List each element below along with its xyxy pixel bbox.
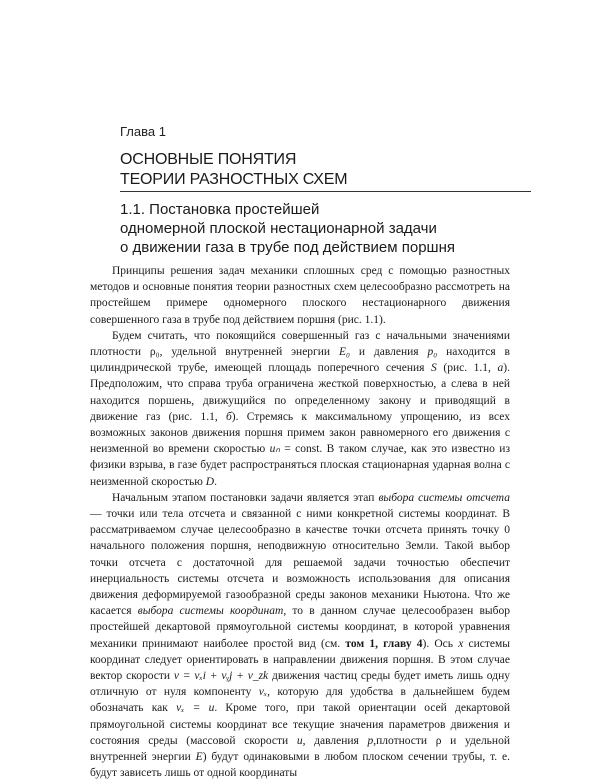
paragraph (90, 490, 510, 782)
text-run: ) будут одинаковыми в любом плоском сечении трубы, т. е. будут зависеть лишь от одной координаты (90, 751, 510, 780)
figure-ref-letter: б (225, 410, 232, 423)
paragraph-text: Принципы решения задач механики сплошных сред с помощью разностных методов и основные понятия теории разностных схем целесообразно рассмотреть на простейшем примере одномерного плоского нестационарного движения совершенного газа в трубе под действием поршня (рис. 1.1). (90, 265, 510, 326)
math-symbol: E₀ (338, 346, 350, 359)
text-run: = const. В таком случае, как это известно из физики взрыва, в газе будет распространяться плоская стационарная ударная волна с неизменной скоростью (90, 443, 510, 488)
text-run: Будем считать, что покоящийся совершенный газ с начальными значениями плотности (90, 329, 510, 359)
chapter-title-line: ОСНОВНЫЕ ПОНЯТИЯ (120, 151, 297, 168)
text-run: системы координат следует ориентировать в направлении движения поршня. В этом случае вектор скорости (90, 637, 510, 683)
text-run: , которую для удобства в дальнейшем будем обозначать как (90, 686, 510, 715)
math-symbol: uₙ (269, 443, 280, 456)
text-run: Начальным этапом постановки задачи является этап (112, 491, 379, 504)
body-text (90, 263, 510, 782)
text-run: — точки или тела отсчета и связанной с ними конкретной системы координат. В рассматриваемом случае целесообразно в качестве точки отсчета принять точку 0 начального положения поршня, неподвижную относительно Земли. Такой выбор точки отсчета с достаточной для решаемой задачи точностью обеспечит инерциальность системы отсчета и возможность использования для описания движения деформируемой газообразной среды законов механики Ньютона. Что же касается (90, 508, 510, 618)
text-run: (рис. 1.1, (436, 362, 498, 375)
paragraph (90, 263, 510, 328)
math-symbol: D (205, 475, 215, 488)
text-run: ). Ось (422, 637, 459, 650)
math-symbol: E (195, 751, 203, 764)
section-title (120, 200, 540, 257)
text-run: ). Стремясь к максимальному упрощению, из всех возможных законов движения поршня примем закон равномерного его движения с неизменной во времени скоростью (90, 410, 510, 456)
math-symbol: u (296, 734, 303, 747)
chapter-title (120, 150, 347, 190)
math-symbol: ρ₀ (149, 346, 160, 359)
math-symbol: vₓ (258, 686, 268, 699)
text-run: . Кроме того, при такой ориентации осей декартовой прямоугольной системы координат все текущие значения параметров движения и состояния среды (массовой скорости (90, 702, 510, 747)
section-title-line: одномерной плоской нестационарной задачи (120, 220, 437, 237)
text-run: , удельной внутренней энергии (159, 346, 339, 359)
divider-rule (120, 191, 531, 192)
emphasis-term: выбора системы координат (137, 605, 284, 618)
math-symbol: p (367, 734, 374, 747)
math-expression: v = vₓi + vᵧj + v_zk (173, 670, 269, 683)
emphasis-term: выбора системы отсчета (378, 491, 510, 504)
chapter-title-line: ТЕОРИИ РАЗНОСТНЫХ СХЕМ (120, 171, 348, 188)
math-symbol: x (458, 637, 464, 650)
text-run: ,плотности ρ и удельной внутренней энергии (90, 734, 510, 764)
text-run: . (214, 475, 217, 488)
text-run: , давления (302, 734, 368, 747)
text-run: ). Предположим, что справа труба ограничена жесткой поверхностью, а слева в ней находится поршень, движущийся по определенному закону и приводящий в движение газ (рис. 1.1, (90, 362, 510, 423)
text-run: и давления (350, 346, 428, 359)
paragraph (90, 328, 510, 490)
section-title-line: 1.1. Постановка простейшей (120, 201, 320, 218)
math-symbol: S (431, 362, 437, 375)
figure-ref-letter: а (497, 362, 504, 375)
math-symbol: p₀ (427, 346, 438, 359)
math-expression: vₓ = u (176, 702, 215, 715)
text-run: , то в данном случае целесообразен выбор простейшей декартовой прямоугольной системы координат, в которой уравнения механики принимают наиболее простой вид (см. (90, 605, 511, 650)
section-title-line: о движении газа в трубе под действием поршня (120, 239, 455, 256)
chapter-label: Глава 1 (120, 124, 166, 139)
text-run: находится в цилиндрической трубе, имеющей площадь поперечного сечения (90, 346, 510, 375)
text-run: движения частиц среды будет иметь лишь одну отличную от нуля компоненту (90, 670, 510, 699)
cross-reference: том 1, главу 4 (345, 637, 423, 650)
